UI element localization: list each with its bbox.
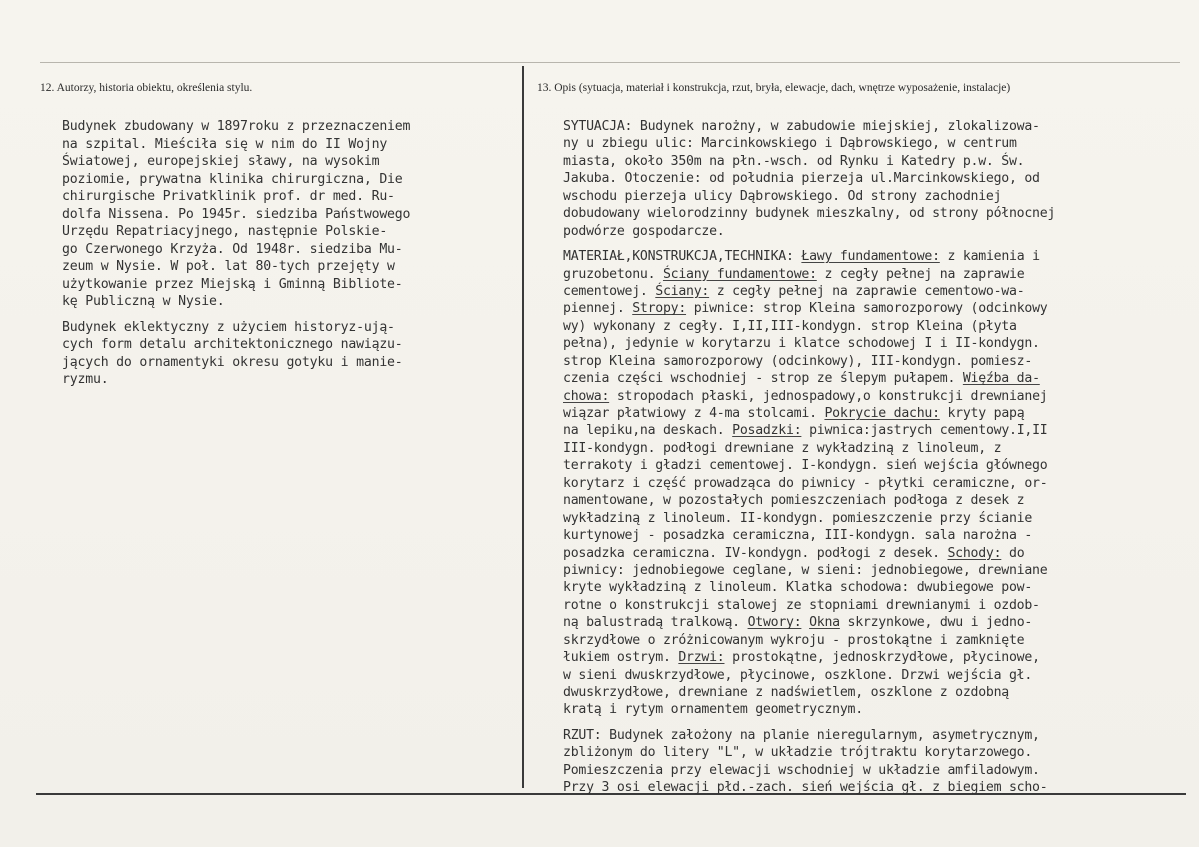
column-divider (522, 66, 524, 788)
text-run: Jakuba. Otoczenie: od południa pierzeja ul.Marcinkowskiego, od (563, 171, 1040, 187)
text-run: na szpital. Mieściła się w nim do II Wojny (62, 136, 388, 152)
text-run: kurtynowej - posadzka ceramiczna, III-kondygn. sala narożna - (563, 528, 1033, 544)
text-run: ryzmu. (62, 372, 109, 387)
text-line (563, 405, 1189, 422)
text-line (563, 779, 1189, 796)
text-run (801, 615, 809, 630)
text-line (62, 354, 520, 372)
text-run: chirurgische Privatklinik prof. dr med. Ru- (62, 189, 395, 204)
text-run: dolfa Nissena. Po 1945r. siedziba Państwowego (62, 206, 411, 222)
right-paragraph-1 (563, 118, 1189, 240)
text-line (62, 153, 520, 171)
text-line (563, 744, 1189, 761)
text-line (563, 370, 1189, 387)
text-line (563, 335, 1189, 352)
text-run: poziomie, prywatna klinika chirurgiczna, Die (62, 171, 403, 187)
underlined-term: Ściany fundamentowe: (662, 266, 817, 282)
text-line (563, 353, 1189, 370)
underlined-term: Posadzki: (732, 423, 802, 439)
text-run: III-kondygn. podłogi drewniane z wykładziną z linoleum, z (563, 440, 1002, 456)
text-run: użytkowanie przez Miejską i Gminną Bibliote- (62, 276, 403, 292)
text-run: Przy 3 osi elewacji płd.-zach. sień wejścia gł. z biegiem scho- (563, 780, 1048, 796)
text-line (563, 684, 1189, 701)
text-run: cych form detalu architektonicznego nawiązu- (62, 337, 403, 352)
text-line (563, 135, 1189, 152)
underlined-term: chowa: (563, 388, 610, 404)
text-line (563, 118, 1189, 135)
section-12-header: 12. Autorzy, historia obiektu, określenia stylu. (40, 82, 253, 94)
text-line (62, 223, 520, 241)
text-run: piwnice: strop Kleina samorozporowy (odcinkowy (686, 301, 1048, 317)
text-run: z cegły pełnej na zaprawie (816, 266, 1025, 282)
text-run: cementowej. (563, 283, 656, 299)
text-line (563, 170, 1189, 187)
text-line (563, 632, 1189, 649)
underlined-term: Więźba da- (962, 371, 1040, 387)
text-run: pełna), jedynie w korytarzu i klatce schodowej I i II-kondygn. (563, 336, 1040, 352)
underlined-term: Pokrycie dachu: (824, 406, 940, 421)
text-run: kryty papą (939, 406, 1025, 421)
text-line (563, 649, 1189, 666)
text-line (563, 475, 1189, 492)
text-run: Budynek zbudowany w 1897roku z przeznaczeniem (62, 119, 411, 134)
text-line (563, 492, 1189, 509)
text-line (563, 545, 1189, 562)
text-run: namentowane, w pozostałych pomieszczeniach podłoga z desek z (563, 493, 1025, 509)
underlined-term: Schody: (947, 545, 1002, 561)
text-run: dwuskrzydłowe, drewniane z nadświetlem, oszklone z ozdobną (563, 685, 1009, 700)
text-run: terrakoty i gładzi cementowej. I-kondygn. sień wejścia głównego (563, 458, 1048, 474)
history-column (62, 118, 520, 397)
text-line (563, 510, 1189, 527)
text-line (563, 188, 1189, 205)
text-run: skrzydłowe o zróżnicowanym wykroju - prostokątne i zamknięte (563, 632, 1025, 648)
text-line (563, 440, 1189, 457)
text-line (563, 667, 1189, 684)
underlined-term: Ławy fundamentowe: (801, 249, 940, 265)
text-run: do (1001, 545, 1025, 561)
text-run: jących do ornamentyki okresu gotyku i manie- (62, 354, 403, 370)
text-run: piwnicy: jednobiegowe ceglane, w sieni: jednobiegowe, drewniane (563, 562, 1048, 578)
text-line (62, 188, 520, 206)
text-run: podwórze gospodarcze. (563, 223, 725, 239)
underlined-term: Ściany: (655, 283, 710, 299)
text-line (62, 171, 520, 189)
text-run: z kamienia i (939, 249, 1040, 265)
text-line (563, 562, 1189, 579)
text-run: piennej. (563, 301, 633, 317)
text-line (563, 318, 1189, 335)
text-run: Pomieszczenia przy elewacji wschodniej w układzie amfiladowym. (563, 762, 1040, 778)
text-line (62, 371, 520, 389)
text-run: ną balustradą tralkową. (563, 615, 748, 631)
text-run: łukiem ostrym. (563, 650, 679, 666)
text-run: ny u zbiegu ulic: Marcinkowskiego i Dąbrowskiego, w centrum (563, 136, 1017, 152)
text-line (62, 276, 520, 294)
text-line (62, 136, 520, 154)
text-run: Budynek eklektyczny z użyciem historyz-ują- (62, 319, 395, 335)
text-line (62, 293, 520, 311)
text-line (563, 283, 1189, 300)
underlined-term: Stropy: (632, 301, 687, 317)
text-run: korytarz i część prowadząca do piwnicy - płytki ceramiczne, or- (563, 475, 1048, 491)
text-line (563, 579, 1189, 596)
text-run: dobudowany wielorodzinny budynek mieszkalny, od strony północnej (563, 206, 1056, 222)
underlined-term: Otwory: (747, 615, 802, 631)
text-line (563, 266, 1189, 283)
text-run: MATERIAŁ,KONSTRUKCJA,TECHNIKA: (563, 249, 802, 265)
underlined-term: Okna (809, 615, 840, 631)
right-paragraph-3 (563, 727, 1189, 797)
text-line (563, 614, 1189, 631)
text-line (563, 727, 1189, 744)
text-run: wiązar płatwiowy z 4-ma stolcami. (563, 406, 825, 421)
text-run: piwnica:jastrych cementowy.I,II (801, 423, 1048, 439)
text-line (62, 206, 520, 224)
text-run: go Czerwonego Krzyża. Od 1948r. siedziba Mu- (62, 241, 403, 257)
text-run: kryte wykładziną z linoleum. Klatka schodowa: dwubiegowe pow- (563, 580, 1033, 596)
text-line (62, 241, 520, 259)
text-run: miasta, około 350m na płn.-wsch. od Rynku i Katedry p.w. Św. (563, 153, 1025, 169)
section-13-header: 13. Opis (sytuacja, materiał i konstrukcja, rzut, bryła, elewacje, dach, wnętrze wyposażenie, instalacje) (537, 82, 1011, 94)
text-run: w sieni dwuskrzydłowe, płycinowe, oszklone. Drzwi wejścia gł. (563, 667, 1033, 683)
text-line (563, 205, 1189, 222)
underlined-term: Drzwi: (678, 650, 725, 666)
text-run: Światowej, europejskiej sławy, na wysokim (62, 154, 380, 169)
text-run: wschodu pierzeja ulicy Dąbrowskiego. Od strony zachodniej (563, 188, 1002, 204)
text-run: czenia części wschodniej - strop ze ślepym pułapem. (563, 371, 963, 387)
text-line (62, 118, 520, 136)
text-run: kę Publiczną w Nysie. (62, 294, 225, 309)
text-run: stropodach płaski, jednospadowy,o konstrukcji drewnianej (609, 388, 1048, 404)
text-run: zbliżonym do litery "L", w układzie trójtraktu korytarzowego. (563, 745, 1033, 761)
text-line (563, 300, 1189, 317)
text-line (62, 336, 520, 354)
text-run: skrzynkowe, dwu i jedno- (839, 615, 1033, 631)
text-run: wy) wykonany z cegły. I,II,III-kondygn. strop Kleina (płyta (563, 318, 1017, 334)
text-run: RZUT: Budynek założony na planie nieregularnym, asymetrycznym, (563, 727, 1040, 743)
text-line (62, 258, 520, 276)
text-line (563, 248, 1189, 265)
text-run: wykładziną z linoleum. II-kondygn. pomieszczenie przy ścianie (563, 510, 1033, 526)
text-line (563, 701, 1189, 718)
text-line (563, 223, 1189, 240)
text-line (62, 319, 520, 337)
text-run: zeum w Nysie. W poł. lat 80-tych przejęty w (62, 259, 395, 274)
text-line (563, 762, 1189, 779)
text-run: prostokątne, jednoskrzydłowe, płycinowe, (724, 650, 1040, 666)
text-line (563, 597, 1189, 614)
text-run: posadzka ceramiczna. IV-kondygn. podłogi z desek. (563, 545, 948, 561)
right-paragraph-2 (563, 248, 1189, 719)
text-line (563, 422, 1189, 439)
text-run: gruzobetonu. (563, 266, 663, 282)
text-line (563, 457, 1189, 474)
top-rule (40, 62, 1180, 63)
text-run: Urzędu Repatriacyjnego, następnie Polskie- (62, 224, 388, 239)
left-paragraph-2 (62, 319, 520, 389)
text-run: na lepiku,na deskach. (563, 423, 733, 439)
text-line (563, 153, 1189, 170)
text-run: kratą i rytym ornamentem geometrycznym. (563, 702, 863, 718)
text-line (563, 527, 1189, 544)
text-line (563, 388, 1189, 405)
description-column (563, 118, 1189, 805)
text-run: strop Kleina samorozporowy (odcinkowy), III-kondygn. pomiesz- (563, 353, 1033, 369)
text-run: rotne o konstrukcji stalowej ze stopniami drewnianymi i ozdob- (563, 597, 1040, 613)
text-run: SYTUACJA: Budynek narożny, w zabudowie miejskiej, zlokalizowa- (563, 119, 1040, 134)
text-run: z cegły pełnej na zaprawie cementowo-wa- (709, 283, 1025, 299)
left-paragraph-1 (62, 118, 520, 311)
